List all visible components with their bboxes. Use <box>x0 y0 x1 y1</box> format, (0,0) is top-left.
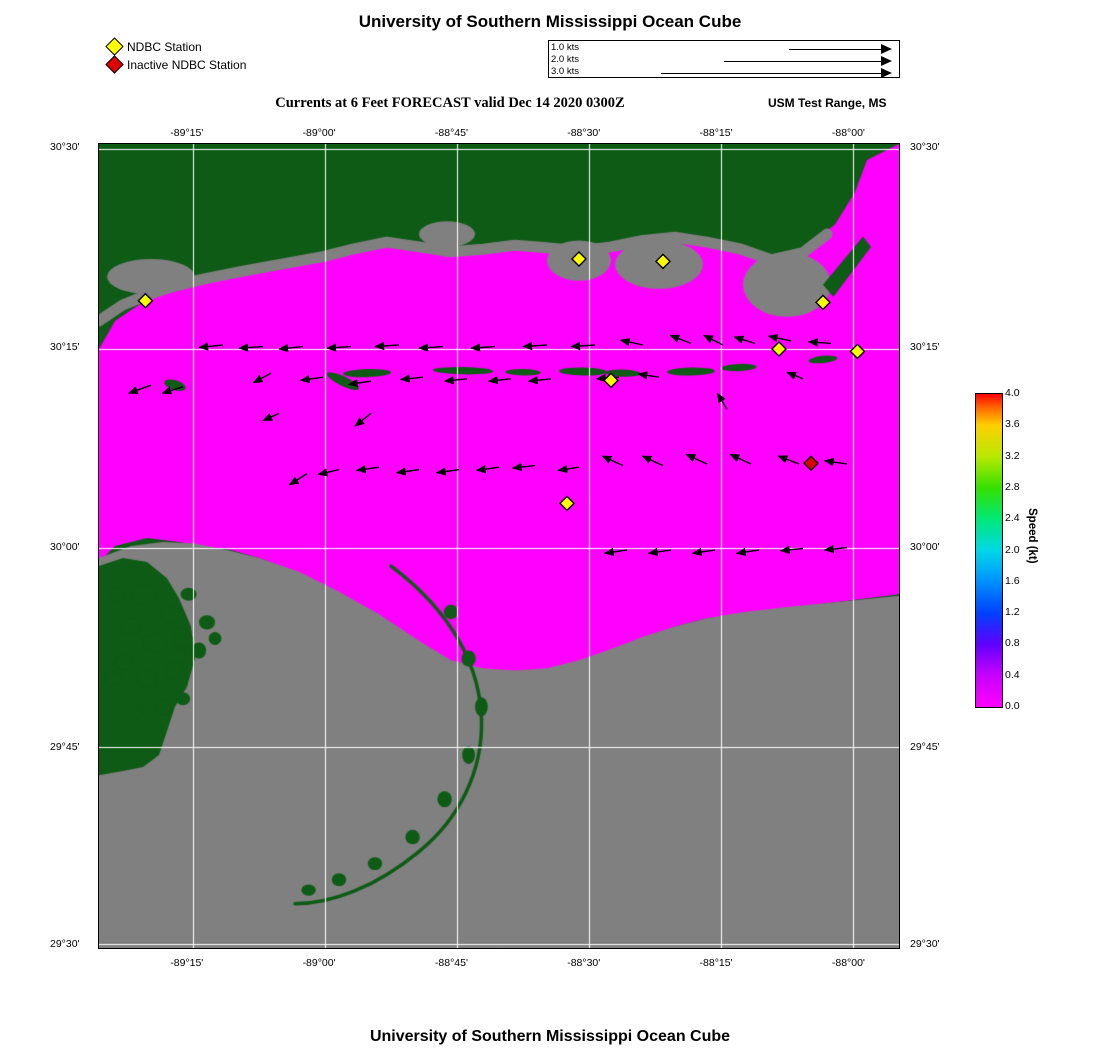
y-tick-label: 29°30' <box>910 937 940 950</box>
current-vector-arrow <box>327 347 351 349</box>
current-vector-arrow <box>621 340 643 345</box>
y-tick-label: 30°30' <box>910 140 940 153</box>
legend-label-inactive: Inactive NDBC Station <box>127 57 247 72</box>
x-tick-label: -88°00' <box>831 127 865 139</box>
current-vector-arrow <box>809 342 831 344</box>
y-tick-label: 30°30' <box>50 140 80 153</box>
legend-item-inactive-station <box>108 56 246 73</box>
x-tick-label: -89°00' <box>302 127 336 139</box>
vector-scale-line-1 <box>789 49 881 50</box>
vector-scale-line-3 <box>661 73 881 74</box>
current-vector-arrow <box>602 456 623 466</box>
current-vector-arrow <box>263 413 279 420</box>
current-vector-arrow <box>529 379 551 381</box>
current-vector-arrow <box>129 385 151 393</box>
page-footer-title: University of Southern Mississippi Ocean Cube <box>369 1028 731 1045</box>
current-vector-arrow <box>199 345 223 347</box>
colorbar-tick-label: 3.2 <box>1005 449 1020 462</box>
colorbar-tick-label: 0.8 <box>1005 637 1020 650</box>
current-vector-arrow <box>301 377 323 380</box>
current-vector-arrow <box>357 467 379 470</box>
colorbar-tick-label: 4.0 <box>1005 387 1020 399</box>
ndbc-station-marker[interactable] <box>572 252 586 266</box>
colorbar-tick-label: 1.2 <box>1005 606 1020 619</box>
current-vector-arrow <box>477 467 499 470</box>
vector-scale-label-1: 1.0 kts <box>551 42 579 53</box>
current-vector-arrow <box>781 548 803 550</box>
y-tick-label: 30°00' <box>50 541 80 553</box>
legend-label-active: NDBC Station <box>127 39 202 54</box>
y-tick-label: 29°45' <box>50 740 80 753</box>
current-vector-arrow <box>638 374 659 377</box>
current-vector-arrow <box>445 379 467 381</box>
colorbar-gradient <box>975 393 1003 708</box>
x-tick-label: -89°15' <box>170 127 204 139</box>
current-vector-arrow <box>349 381 371 384</box>
station-legend <box>108 38 246 74</box>
current-vector-arrow <box>825 548 847 550</box>
x-tick-label: -88°45' <box>434 957 468 969</box>
ndbc-station-marker[interactable] <box>772 342 786 356</box>
colorbar-tick-label: 2.0 <box>1005 543 1020 556</box>
y-tick-label: 29°30' <box>50 937 80 950</box>
x-tick-label: -89°00' <box>302 957 336 969</box>
colorbar-tick-label: 0.4 <box>1005 668 1020 681</box>
y-tick-label: 29°45' <box>910 740 940 753</box>
current-vector-arrow <box>649 550 671 553</box>
current-vector-arrow <box>693 550 715 553</box>
current-vector-arrow <box>778 456 799 464</box>
current-vector-arrow <box>686 454 707 464</box>
current-vector-arrow <box>704 335 723 345</box>
vector-scale-label-3: 3.0 kts <box>551 66 579 77</box>
y-tick-label: 30°15' <box>910 341 940 354</box>
page-title: University of Southern Mississippi Ocean Cube <box>358 12 742 31</box>
colorbar-title: Speed (kt) <box>1026 508 1038 564</box>
inactive-ndbc-station-icon <box>105 55 123 73</box>
vector-scale-arrowhead-1 <box>881 44 892 54</box>
current-vector-arrow <box>825 461 847 464</box>
current-vector-arrow <box>670 335 691 343</box>
x-tick-label: -88°30' <box>567 127 601 139</box>
legend-item-active-station <box>108 38 246 55</box>
ndbc-station-marker[interactable] <box>604 373 618 387</box>
chart-subtitle: Currents at 6 Feet FORECAST valid Dec 14 2020 0300Z <box>275 95 625 111</box>
colorbar-tick-label: 1.6 <box>1005 574 1020 587</box>
ndbc-station-marker[interactable] <box>656 254 670 268</box>
vector-scale-row-2 <box>549 55 899 67</box>
current-vector-arrow <box>523 345 547 347</box>
colorbar-tick-label: 0.0 <box>1005 700 1020 712</box>
current-vector-arrow <box>471 347 495 349</box>
current-vector-arrow <box>787 372 803 378</box>
current-vector-arrow <box>397 470 419 473</box>
map-plot-area[interactable] <box>98 143 900 949</box>
region-label: USM Test Range, MS <box>768 96 887 110</box>
current-vector-arrow <box>289 474 307 485</box>
vector-scale-arrowhead-3 <box>881 68 892 78</box>
current-vector-arrow <box>605 550 627 553</box>
y-tick-label: 30°15' <box>50 341 80 354</box>
current-vector-arrow <box>253 373 271 383</box>
x-tick-label: -88°30' <box>567 957 601 969</box>
ndbc-station-marker[interactable] <box>138 294 152 308</box>
current-vector-arrow <box>489 379 511 381</box>
current-vector-arrow <box>375 345 399 347</box>
current-vector-arrow <box>513 466 535 468</box>
current-vector-arrow <box>730 454 751 464</box>
colorbar-tick-label: 3.6 <box>1005 418 1020 431</box>
vector-scale-arrowhead-2 <box>881 56 892 66</box>
x-tick-label: -88°15' <box>699 957 733 969</box>
map-vector-overlay <box>99 144 899 948</box>
current-vector-arrow <box>642 456 663 466</box>
ndbc-station-marker[interactable] <box>560 496 574 510</box>
ndbc-station-marker[interactable] <box>850 344 864 358</box>
current-vector-arrow <box>355 413 371 426</box>
vector-scale-row-1 <box>549 43 899 55</box>
vector-scale-row-3 <box>549 67 899 79</box>
current-vector-arrow <box>239 347 263 349</box>
current-vector-arrow <box>419 347 443 349</box>
colorbar-tick-label: 2.4 <box>1005 512 1020 525</box>
ndbc-station-marker[interactable] <box>816 295 830 309</box>
x-tick-label: -88°15' <box>699 127 733 139</box>
x-tick-label: -88°45' <box>434 127 468 139</box>
current-vector-arrow <box>437 470 459 473</box>
current-vector-arrow <box>162 387 183 393</box>
x-tick-label: -89°15' <box>170 957 204 969</box>
ndbc-station-icon <box>105 37 123 55</box>
current-vector-arrow <box>571 345 595 347</box>
y-tick-label: 30°00' <box>910 541 940 553</box>
current-vector-arrow <box>558 467 579 470</box>
vector-scale-line-2 <box>724 61 881 62</box>
inactive-ndbc-station-marker[interactable] <box>804 456 818 470</box>
colorbar-tick-label: 2.8 <box>1005 480 1020 493</box>
current-vector-arrow <box>279 347 303 349</box>
current-vector-arrow <box>401 377 423 379</box>
current-vector-arrow <box>734 337 755 343</box>
vector-scale-legend <box>548 40 900 78</box>
x-tick-label: -88°00' <box>831 957 865 969</box>
current-vector-arrow <box>318 470 339 475</box>
vector-scale-label-2: 2.0 kts <box>551 54 579 65</box>
current-vector-arrow <box>769 336 791 341</box>
current-vector-arrow <box>737 550 759 553</box>
current-vector-arrow <box>717 393 727 409</box>
